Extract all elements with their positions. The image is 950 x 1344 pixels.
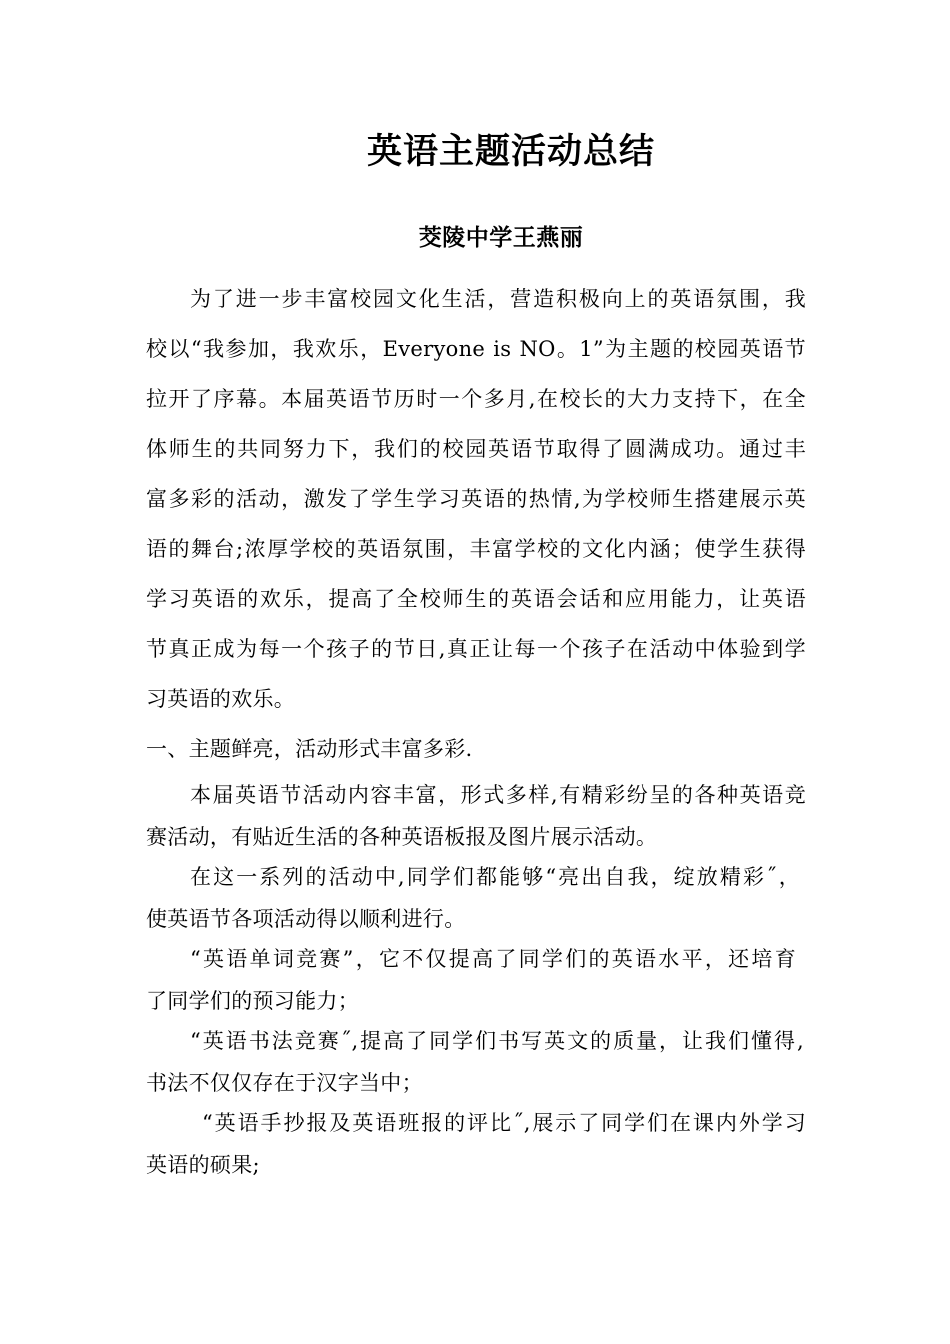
paragraph-line: 语的舞台;浓厚学校的英语氛围，丰富学校的文化内涵；使学生获得 — [146, 537, 806, 561]
paragraph-line: 体师生的共同努力下，我们的校园英语节取得了圆满成功。通过丰 — [146, 437, 806, 461]
paragraph-line: 校以“我参加，我欢乐，Everyone is NO。1”为主题的校园英语节 — [146, 337, 806, 361]
document-author: 茭陵中学王燕丽 — [418, 224, 584, 251]
paragraph-line: 了同学们的预习能力； — [146, 989, 359, 1013]
paragraph-line: 节真正成为每一个孩子的节日,真正让每一个孩子在活动中体验到学 — [146, 637, 806, 661]
paragraph-line: “英语书法竞赛˝,提高了同学们书写英文的质量，让我们懂得, — [190, 1029, 804, 1053]
paragraph-line: 富多彩的活动，激发了学生学习英语的热情,为学校师生搭建展示英 — [146, 487, 806, 511]
paragraph-line: 学习英语的欢乐，提高了全校师生的英语会话和应用能力，让英语 — [146, 587, 806, 611]
paragraph-line: 拉开了序幕。本届英语节历时一个多月,在校长的大力支持下，在全 — [146, 387, 806, 411]
paragraph-line: 赛活动，有贴近生活的各种英语板报及图片展示活动。 — [146, 825, 658, 849]
paragraph-line: 使英语节各项活动得以顺利进行。 — [146, 907, 466, 931]
paragraph-line: “英语手抄报及英语班报的评比˝,展示了同学们在课内外学习 — [202, 1111, 806, 1135]
paragraph-line: 为了进一步丰富校园文化生活，营造积极向上的英语氛围，我 — [190, 287, 806, 311]
paragraph-line: “英语单词竞赛”，它不仅提高了同学们的英语水平，还培育 — [190, 947, 796, 971]
paragraph-line: 本届英语节活动内容丰富，形式多样,有精彩纷呈的各种英语竞 — [190, 783, 806, 807]
paragraph-line: 英语的硕果; — [146, 1153, 260, 1177]
paragraph-line: 书法不仅仅存在于汉字当中； — [146, 1071, 423, 1095]
section-heading: 一、主题鲜亮，活动形式丰富多彩. — [146, 737, 473, 761]
paragraph-line: 在这一系列的活动中,同学们都能够“亮出自我，绽放精彩˝， — [190, 865, 800, 889]
document-title: 英语主题活动总结 — [366, 131, 655, 172]
paragraph-line: 习英语的欢乐。 — [146, 687, 296, 711]
